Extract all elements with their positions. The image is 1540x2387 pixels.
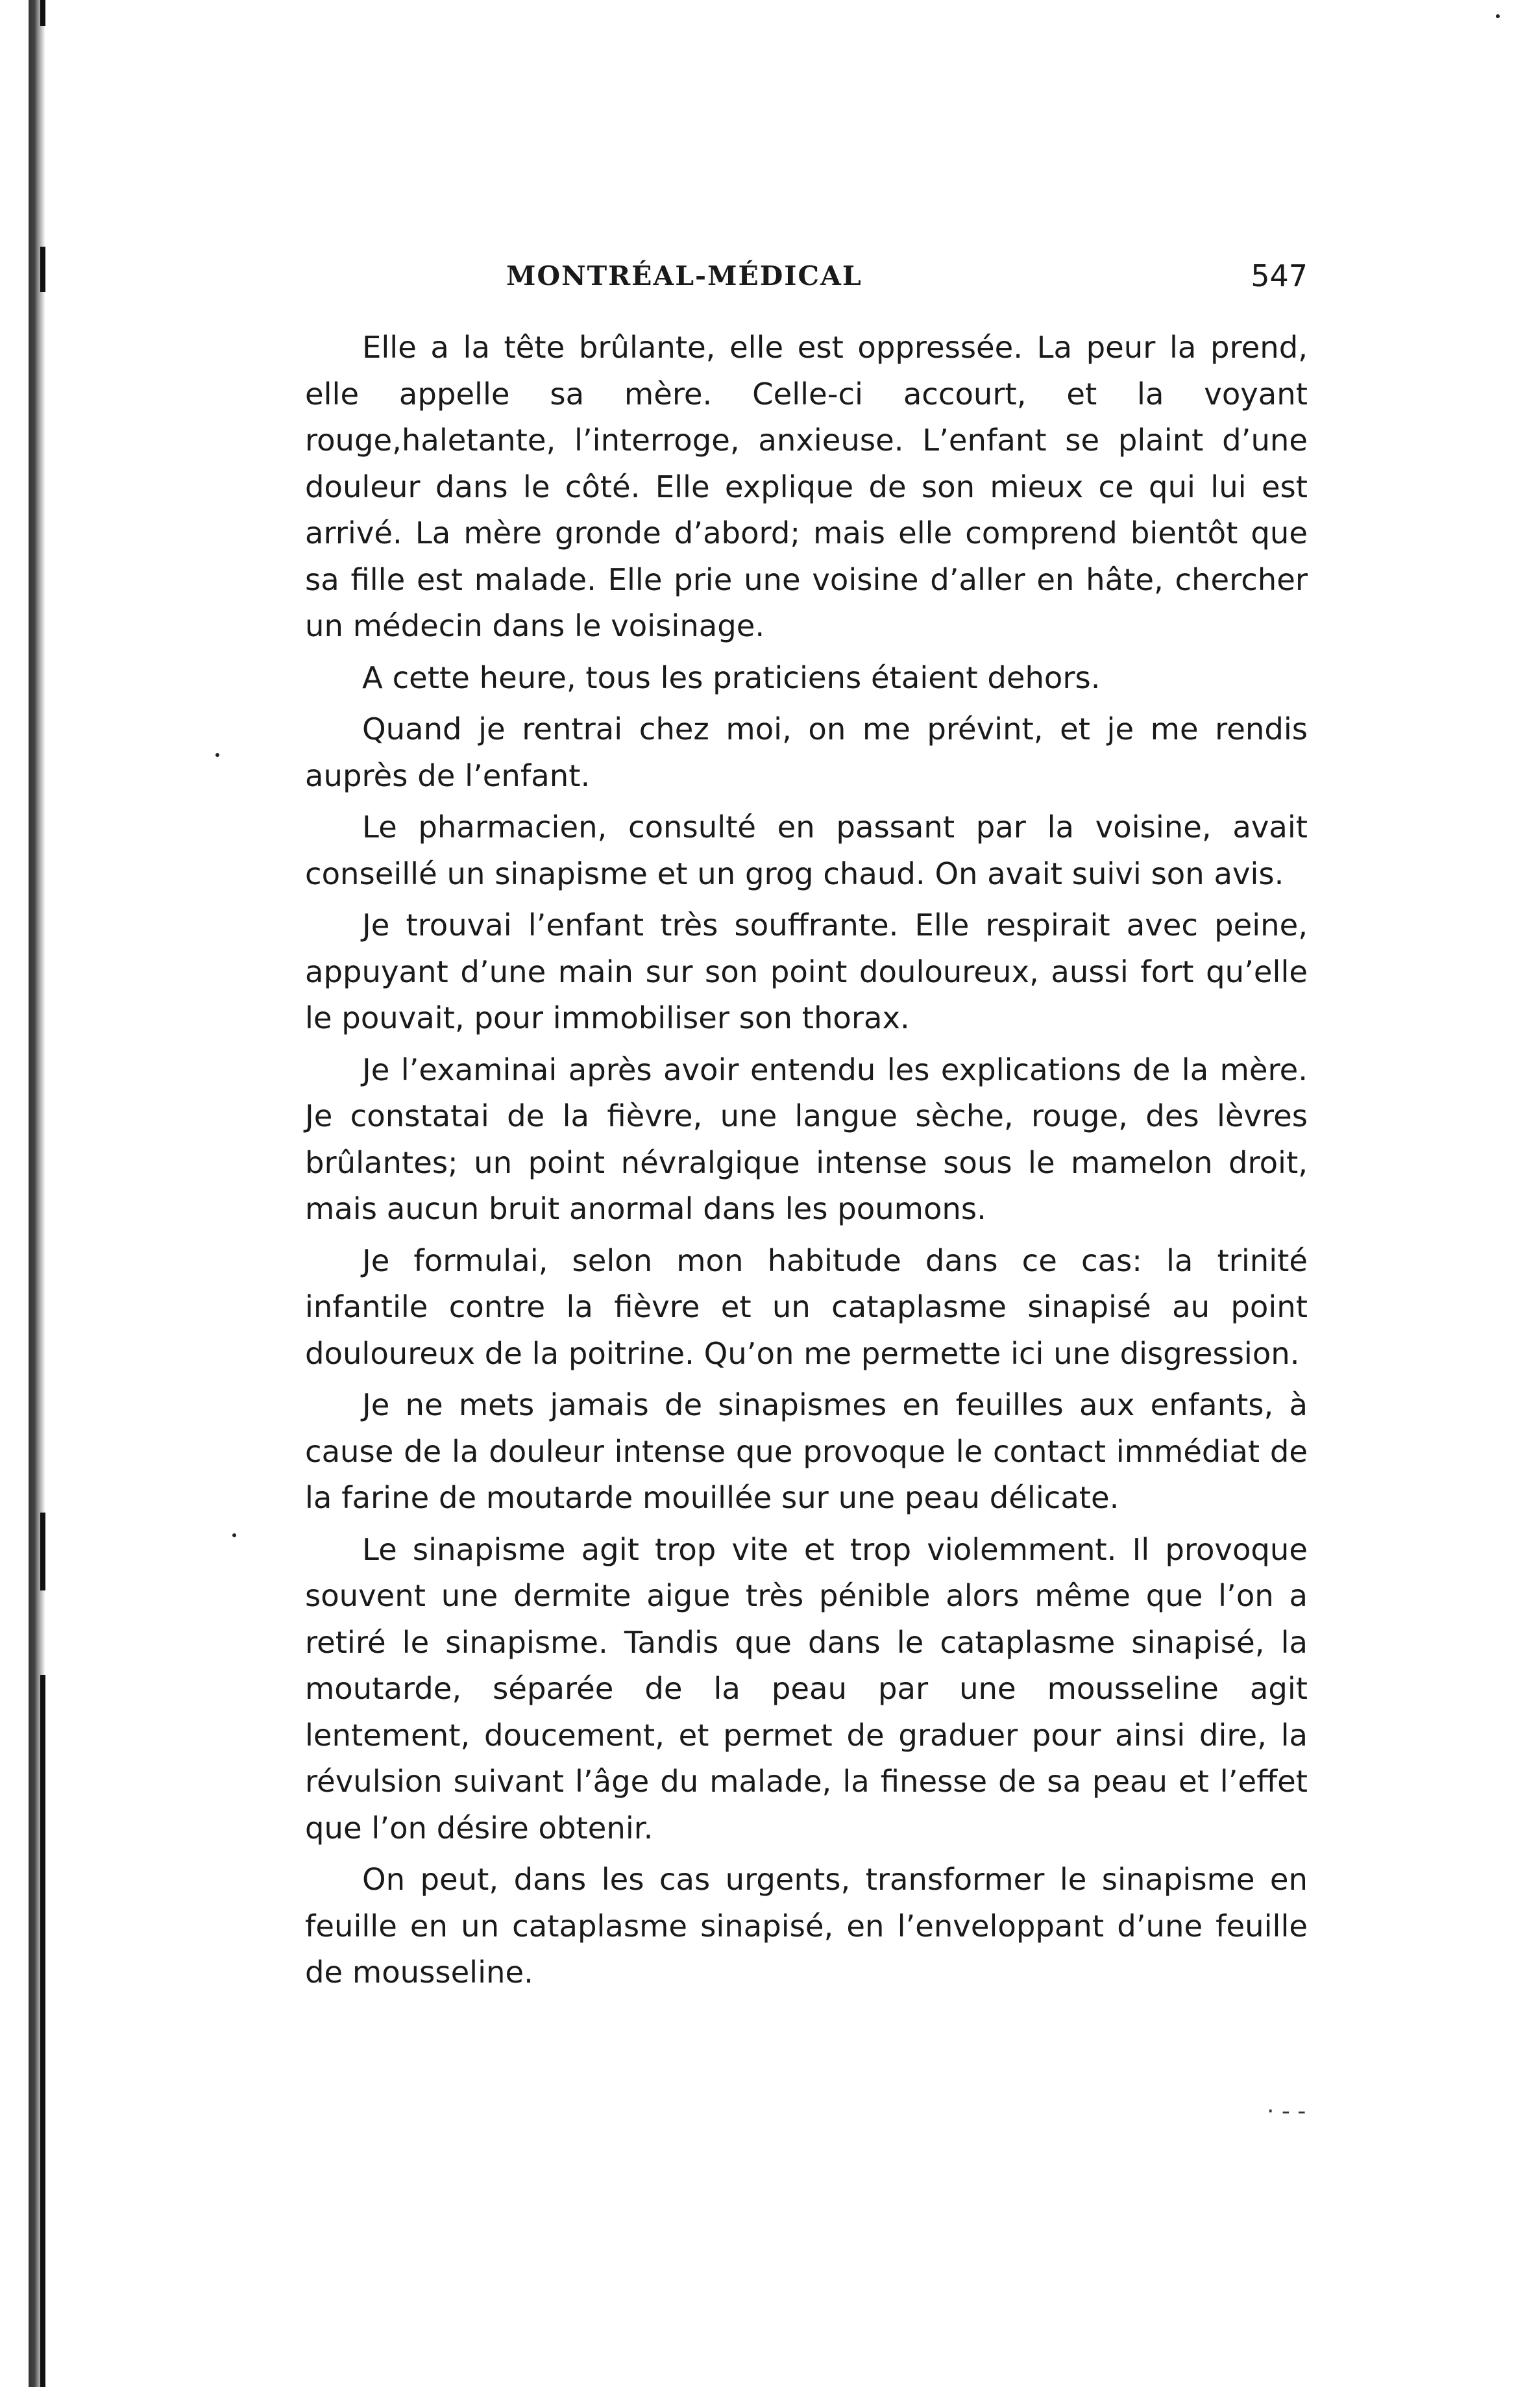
- paragraph: Je ne mets jamais de sinapismes en feuilles aux enfants, à cause de la douleur intense que provoque le contact immédiat de la farine de moutarde mouillée sur une peau délicate.: [305, 1387, 1308, 1515]
- paragraph: Je l’examinai après avoir entendu les explications de la mère. Je constatai de la fièvre, une langue sèche, rouge, des lèvres brûlantes; un point névralgique intense sous le mamelon droit, mais aucun bruit anormal dans les poumons.: [305, 1052, 1308, 1226]
- ornament-dots: · - -: [1267, 2098, 1306, 2125]
- binding-mark: [40, 0, 45, 26]
- speck: [232, 1533, 236, 1537]
- paragraph: Le pharmacien, consulté en passant par la voisine, avait conseillé un sinapisme et un grog chaud. On avait suivi son avis.: [305, 810, 1308, 891]
- binding-mark: [40, 1675, 45, 2387]
- binding-mark: [40, 247, 45, 292]
- running-title: MONTRÉAL-MÉDICAL: [506, 260, 862, 291]
- text-body: [305, 325, 1308, 2001]
- paragraph: On peut, dans les cas urgents, transformer le sinapisme en feuille en un cataplasme sinapisé, en l’enveloppant d’une feuille de mousseline.: [305, 1862, 1308, 1990]
- paragraph: Elle a la tête brûlante, elle est oppressée. La peur la prend, elle appelle sa mère. Celle-ci accourt, et la voyant rouge,haletante, l’interroge, anxieuse. L’enfant se plaint d’une douleur dans le côté. Elle explique de son mieux ce qui lui est arrivé. La mère gronde d’abord; mais elle comprend bientôt que sa fille est malade. Elle prie une voisine d’aller en hâte, chercher un médecin dans le voisinage.: [305, 330, 1308, 643]
- paragraph: Je trouvai l’enfant très souffrante. Elle respirait avec peine, appuyant d’une main sur son point douloureux, aussi fort qu’elle le pouvait, pour immobiliser son thorax.: [305, 908, 1308, 1035]
- paragraph: Le sinapisme agit trop vite et trop violemment. Il provoque souvent une dermite aigue très pénible alors même que l’on a retiré le sinapisme. Tandis que dans le cataplasme sinapisé, la moutarde, séparée de la peau par une mousseline agit lentement, doucement, et permet de graduer pour ainsi dire, la révulsion suivant l’âge du malade, la finesse de sa peau et l’effet que l’on désire obtenir.: [305, 1531, 1308, 1846]
- binding-mark: [40, 1513, 45, 1590]
- paragraph: Quand je rentrai chez moi, on me prévint, et je me rendis auprès de l’enfant.: [305, 711, 1308, 793]
- page-number: 547: [1251, 258, 1308, 293]
- speck: [1496, 14, 1500, 18]
- speck: [215, 753, 219, 757]
- paragraph: Je formulai, selon mon habitude dans ce cas: la trinité infantile contre la fièvre et un cataplasme sinapisé au point douloureux de la poitrine. Qu’on me permette ici une disgression.: [305, 1243, 1308, 1371]
- paragraph: A cette heure, tous les praticiens étaient dehors.: [362, 660, 1101, 695]
- page-header: [305, 256, 1308, 295]
